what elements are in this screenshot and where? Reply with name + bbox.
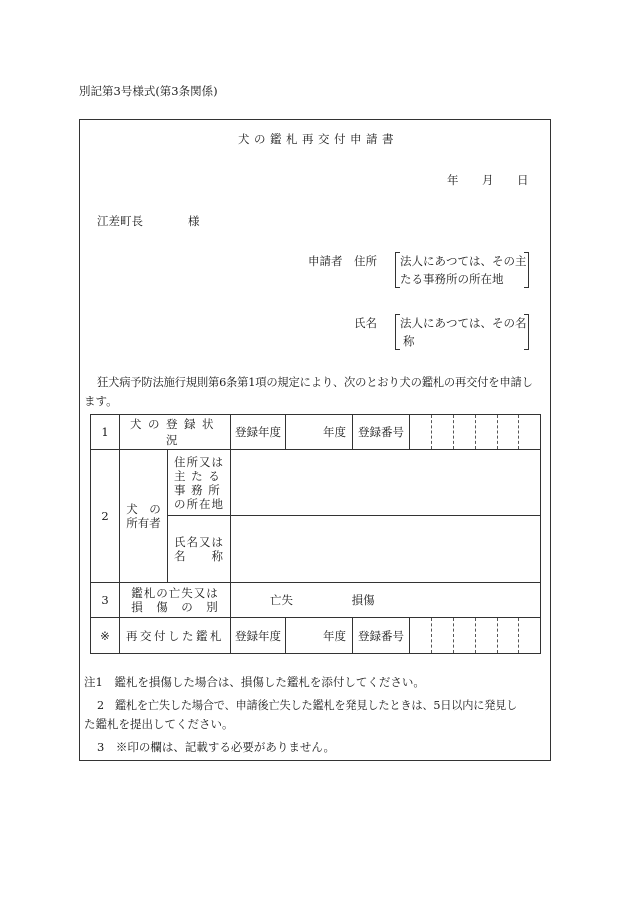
option-damaged[interactable]: 損傷 xyxy=(351,593,375,607)
note-2-line2: た鑑札を提出してください。 xyxy=(84,717,234,731)
row4-digit-2 xyxy=(432,618,454,654)
row4-digit-3 xyxy=(454,618,476,654)
owner-label: 犬 の 所有者 xyxy=(120,450,168,583)
row4-digit-5 xyxy=(498,618,519,654)
name-note-line1: 法人にあつては、その名 xyxy=(400,316,527,330)
row1-reg-year-label: 登録年度 xyxy=(231,415,286,450)
row1-reg-no-label: 登録番号 xyxy=(353,415,410,450)
row4-digit-4 xyxy=(476,618,498,654)
name-label: 氏名 xyxy=(354,316,377,330)
address-label: 住所 xyxy=(354,254,377,268)
owner-name-label: 氏名又は 名 称 xyxy=(168,516,231,583)
row4-digit-1 xyxy=(410,618,432,654)
application-table xyxy=(90,414,541,654)
row3-number: 3 xyxy=(91,583,120,618)
addressee-honorific: 様 xyxy=(188,214,200,228)
row1-digit-5[interactable] xyxy=(498,415,519,450)
owner-address-field[interactable] xyxy=(231,450,541,516)
applicant-label: 申請者 xyxy=(308,254,343,268)
addressee-name: 江差町長 xyxy=(97,214,143,228)
row1-digit-3[interactable] xyxy=(454,415,476,450)
note-1: 注1 鑑札を損傷した場合は、損傷した鑑札を添付してください。 xyxy=(84,675,425,689)
address-note-line1: 法人にあつては、その主 xyxy=(400,254,527,268)
row1-nendo-cell: 年度 xyxy=(286,415,353,450)
date-year: 年 xyxy=(447,173,459,187)
row2-number: 2 xyxy=(91,450,120,583)
name-note-line2: 称 xyxy=(403,334,415,348)
note-2-line1: 2 鑑札を亡失した場合で、申請後亡失した鑑札を発見したときは、5日以内に発見し xyxy=(97,699,518,712)
row4-digit-6 xyxy=(519,618,541,654)
date-day: 日 xyxy=(517,173,529,187)
table-row-registration xyxy=(91,415,541,450)
owner-name-field[interactable] xyxy=(231,516,541,583)
name-bracket-right xyxy=(524,314,529,350)
row1-label: 犬の登録状況 xyxy=(120,415,231,450)
body-text-line2: ます。 xyxy=(84,394,118,408)
row4-reg-year-label: 登録年度 xyxy=(231,618,286,654)
row4-label: 再交付した鑑札 xyxy=(120,618,231,654)
table-row-loss-damage xyxy=(91,583,541,618)
row4-mark: ※ xyxy=(91,618,120,654)
row4-nendo-cell: 年度 xyxy=(286,618,353,654)
row1-digit-1[interactable] xyxy=(410,415,432,450)
option-lost[interactable]: 亡失 xyxy=(270,593,293,607)
row4-reg-no-label: 登録番号 xyxy=(353,618,410,654)
date-month: 月 xyxy=(482,173,494,187)
owner-address-label: 住所又は 主 た る 事 務 所 の所在地 xyxy=(168,450,231,516)
row1-digit-2[interactable] xyxy=(432,415,454,450)
note-3: 3 ※印の欄は、記載する必要がありません。 xyxy=(97,740,336,754)
body-text-line1: 狂犬病予防法施行規則第6条第1項の規定により、次のとおり犬の鑑札の再交付を申請し xyxy=(97,376,533,389)
row1-digit-6[interactable] xyxy=(519,415,541,450)
form-label: 別記第3号様式(第3条関係) xyxy=(79,84,218,98)
table-row-reissued xyxy=(91,618,541,654)
row1-number: 1 xyxy=(91,415,120,450)
address-note-line2: たる事務所の所在地 xyxy=(400,272,504,286)
row1-digit-4[interactable] xyxy=(476,415,498,450)
table-row-owner-address xyxy=(91,450,541,516)
address-bracket-right xyxy=(524,252,529,288)
form-title: 犬の鑑札再交付申請書 xyxy=(238,132,398,146)
loss-damage-choice[interactable] xyxy=(231,583,541,618)
loss-damage-label: 鑑札の亡失又は 損 傷 の 別 xyxy=(120,583,231,618)
